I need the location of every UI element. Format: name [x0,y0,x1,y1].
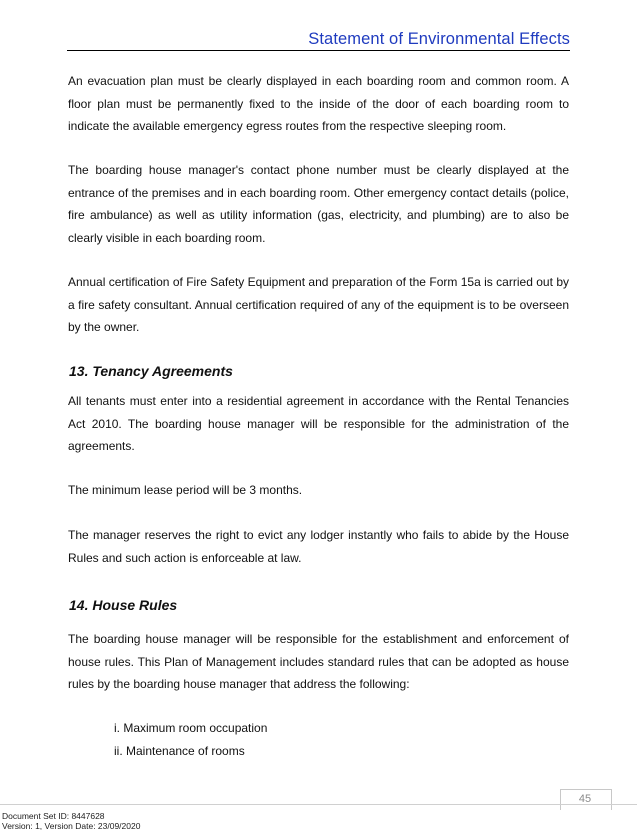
paragraph-minimum-lease: The minimum lease period will be 3 months. [68,483,303,497]
paragraph-evacuation-plan: An evacuation plan must be clearly displayed in each boarding room and common room. A floor plan must be permanently fixed to the inside of the door of each boarding room to indicate the available emergency egress routes from the respective sleeping room. [68,74,569,133]
section-heading-house-rules: 14. House Rules [69,597,178,613]
header-divider [67,50,570,51]
document-set-id: Document Set ID: 8447628 [2,811,105,821]
paragraph-eviction: The manager reserves the right to evict any lodger instantly who fails to abide by the House Rules and such action is enforceable at law. [68,528,569,565]
list-item-room-maintenance: ii. Maintenance of rooms [114,744,245,758]
document-version: Version: 1, Version Date: 23/09/2020 [2,821,141,831]
document-title: Statement of Environmental Effects [308,30,570,48]
footer-divider [0,804,637,805]
paragraph-fire-certification: Annual certification of Fire Safety Equipment and preparation of the Form 15a is carried out by a fire safety consultant. Annual certification required of any of the equipment is to be overseen by the owner. [68,275,569,334]
paragraph-tenancy-agreements: All tenants must enter into a residential agreement in accordance with the Rental Tenancies Act 2010. The boarding house manager will be responsible for the administration of the agreements. [68,394,569,453]
section-heading-tenancy-agreements: 13. Tenancy Agreements [69,363,233,379]
paragraph-house-rules: The boarding house manager will be responsible for the establishment and enforcement of house rules. This Plan of Management includes standard rules that can be adopted as house rules by the boarding house manager that address the following: [68,632,569,691]
page-number: 45 [578,793,592,805]
list-item-room-occupation: i. Maximum room occupation [114,721,268,735]
paragraph-contact-number: The boarding house manager's contact phone number must be clearly displayed at the entrance of the premises and in each boarding room. Other emergency contact details (police, fire ambulance) as well as utility information (gas, electricity, and plumbing) are to also be clearly visible in each boarding room. [68,163,569,245]
